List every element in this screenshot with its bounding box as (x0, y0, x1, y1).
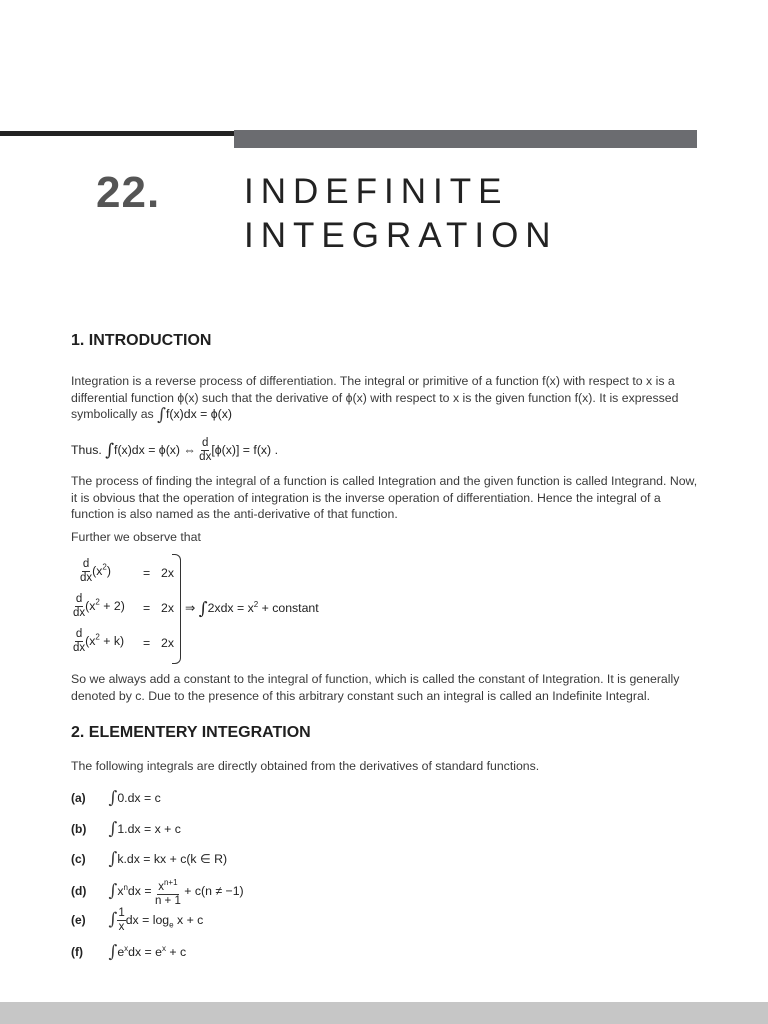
integral-sign: ∫ (157, 404, 166, 425)
formula-item-b: (b) ∫1.dx = x + c (71, 818, 181, 839)
equals-3: = (143, 636, 151, 650)
derivative-eq-1: $\frac{d}{dx}$ $(x^2)$ (80, 558, 111, 584)
formula-item-d: (d) $\int x^ndx$ = $\frac{x^{n+1}}{n + 1}$ + c(n ≠ −1) (71, 878, 244, 907)
integral-sign: ∫ (108, 818, 118, 839)
formula-item-f: (f) $\int e^xdx = e^x + c$ (71, 941, 187, 962)
chapter-title-line1: INDEFINITE (244, 172, 509, 211)
section2-heading: 2. ELEMENTERY INTEGRATION (71, 724, 311, 741)
thus-lhs: f(x)dx = ϕ(x) ⇔ (114, 442, 196, 457)
footer-bar (0, 1002, 768, 1024)
integral-result: ⇒ $\int 2xdx = x^2$ + constant (185, 598, 319, 619)
integral-sign: ∫ (108, 787, 118, 808)
chapter-title-line2: INTEGRATION (244, 216, 558, 255)
intro-math: f(x)dx = ϕ(x) (165, 407, 232, 421)
section1-heading: 1. INTRODUCTION (71, 332, 212, 349)
header-rule-gray (234, 130, 697, 148)
integral-sign: ∫ (108, 941, 118, 962)
implies-symbol: ⇒ (185, 601, 196, 616)
integral-sign: ∫ (108, 880, 118, 901)
intro-paragraph (71, 373, 698, 423)
right-brace (172, 554, 181, 664)
header-rule-dark (0, 131, 234, 136)
chapter-number: 22. (96, 168, 161, 217)
integral-sign: ∫ (108, 909, 118, 930)
thus-prefix: Thus. (71, 442, 102, 457)
formula-item-c: (c) ∫k.dx = kx + c(k ∈ R) (71, 848, 228, 869)
derivative-eq-3: $\frac{d}{dx}$ $(x^2 + k)$ (73, 628, 125, 654)
constant-paragraph: So we always add a constant to the integral of function, which is called the constant of Integration. It is generally denoted by c. Due to the presence of this arbitrary constant such an integral is called an Indefinite Integral. (71, 672, 680, 703)
equals-1: = (143, 566, 151, 580)
thus-equation (71, 437, 278, 464)
integral-sign: ∫ (198, 598, 208, 619)
equals-2: = (143, 601, 151, 615)
thus-rhs: [ϕ(x)] = f(x) . (211, 442, 278, 457)
integral-sign: ∫ (105, 440, 115, 461)
further-text: Further we observe that (71, 530, 201, 544)
integrand-paragraph: The process of finding the integral of a function is called Integration and the given function is called Integrand. Now, it is obvious that the operation of integration is the inverse operation of differentiation. Hence the integral of a function is also named as the anti-derivative of that function. (71, 474, 698, 521)
integral-sign: ∫ (108, 848, 118, 869)
formula-item-e: (e) ∫ $\frac{1}{x}$ dx = $\log_e x + c$ (71, 907, 204, 933)
reciprocal-fraction: $\frac{1}{x}$ (118, 907, 125, 933)
power-fraction: $\frac{x^{n+1}}{n + 1}$ (154, 878, 181, 907)
rhs-2: 2x (161, 601, 174, 615)
chapter-title (244, 170, 558, 258)
section2-intro: The following integrals are directly obtained from the derivatives of standard functions. (71, 759, 540, 773)
derivative-eq-2: $\frac{d}{dx}$ $(x^2 + 2)$ (73, 593, 125, 619)
rhs-3: 2x (161, 636, 174, 650)
rhs-1: 2x (161, 566, 174, 580)
formula-item-a: (a) ∫0.dx = c (71, 787, 161, 808)
derivative-fraction: $\frac{d}{dx}$ (199, 437, 212, 463)
intro-text: Integration is a reverse process of differentiation. The integral or primitive of a function f(x) with respect to x is a differential function ϕ(x) such that the derivative of ϕ(x) with respect to x is the given function f(x). It is expressed symbolically as (71, 374, 679, 421)
